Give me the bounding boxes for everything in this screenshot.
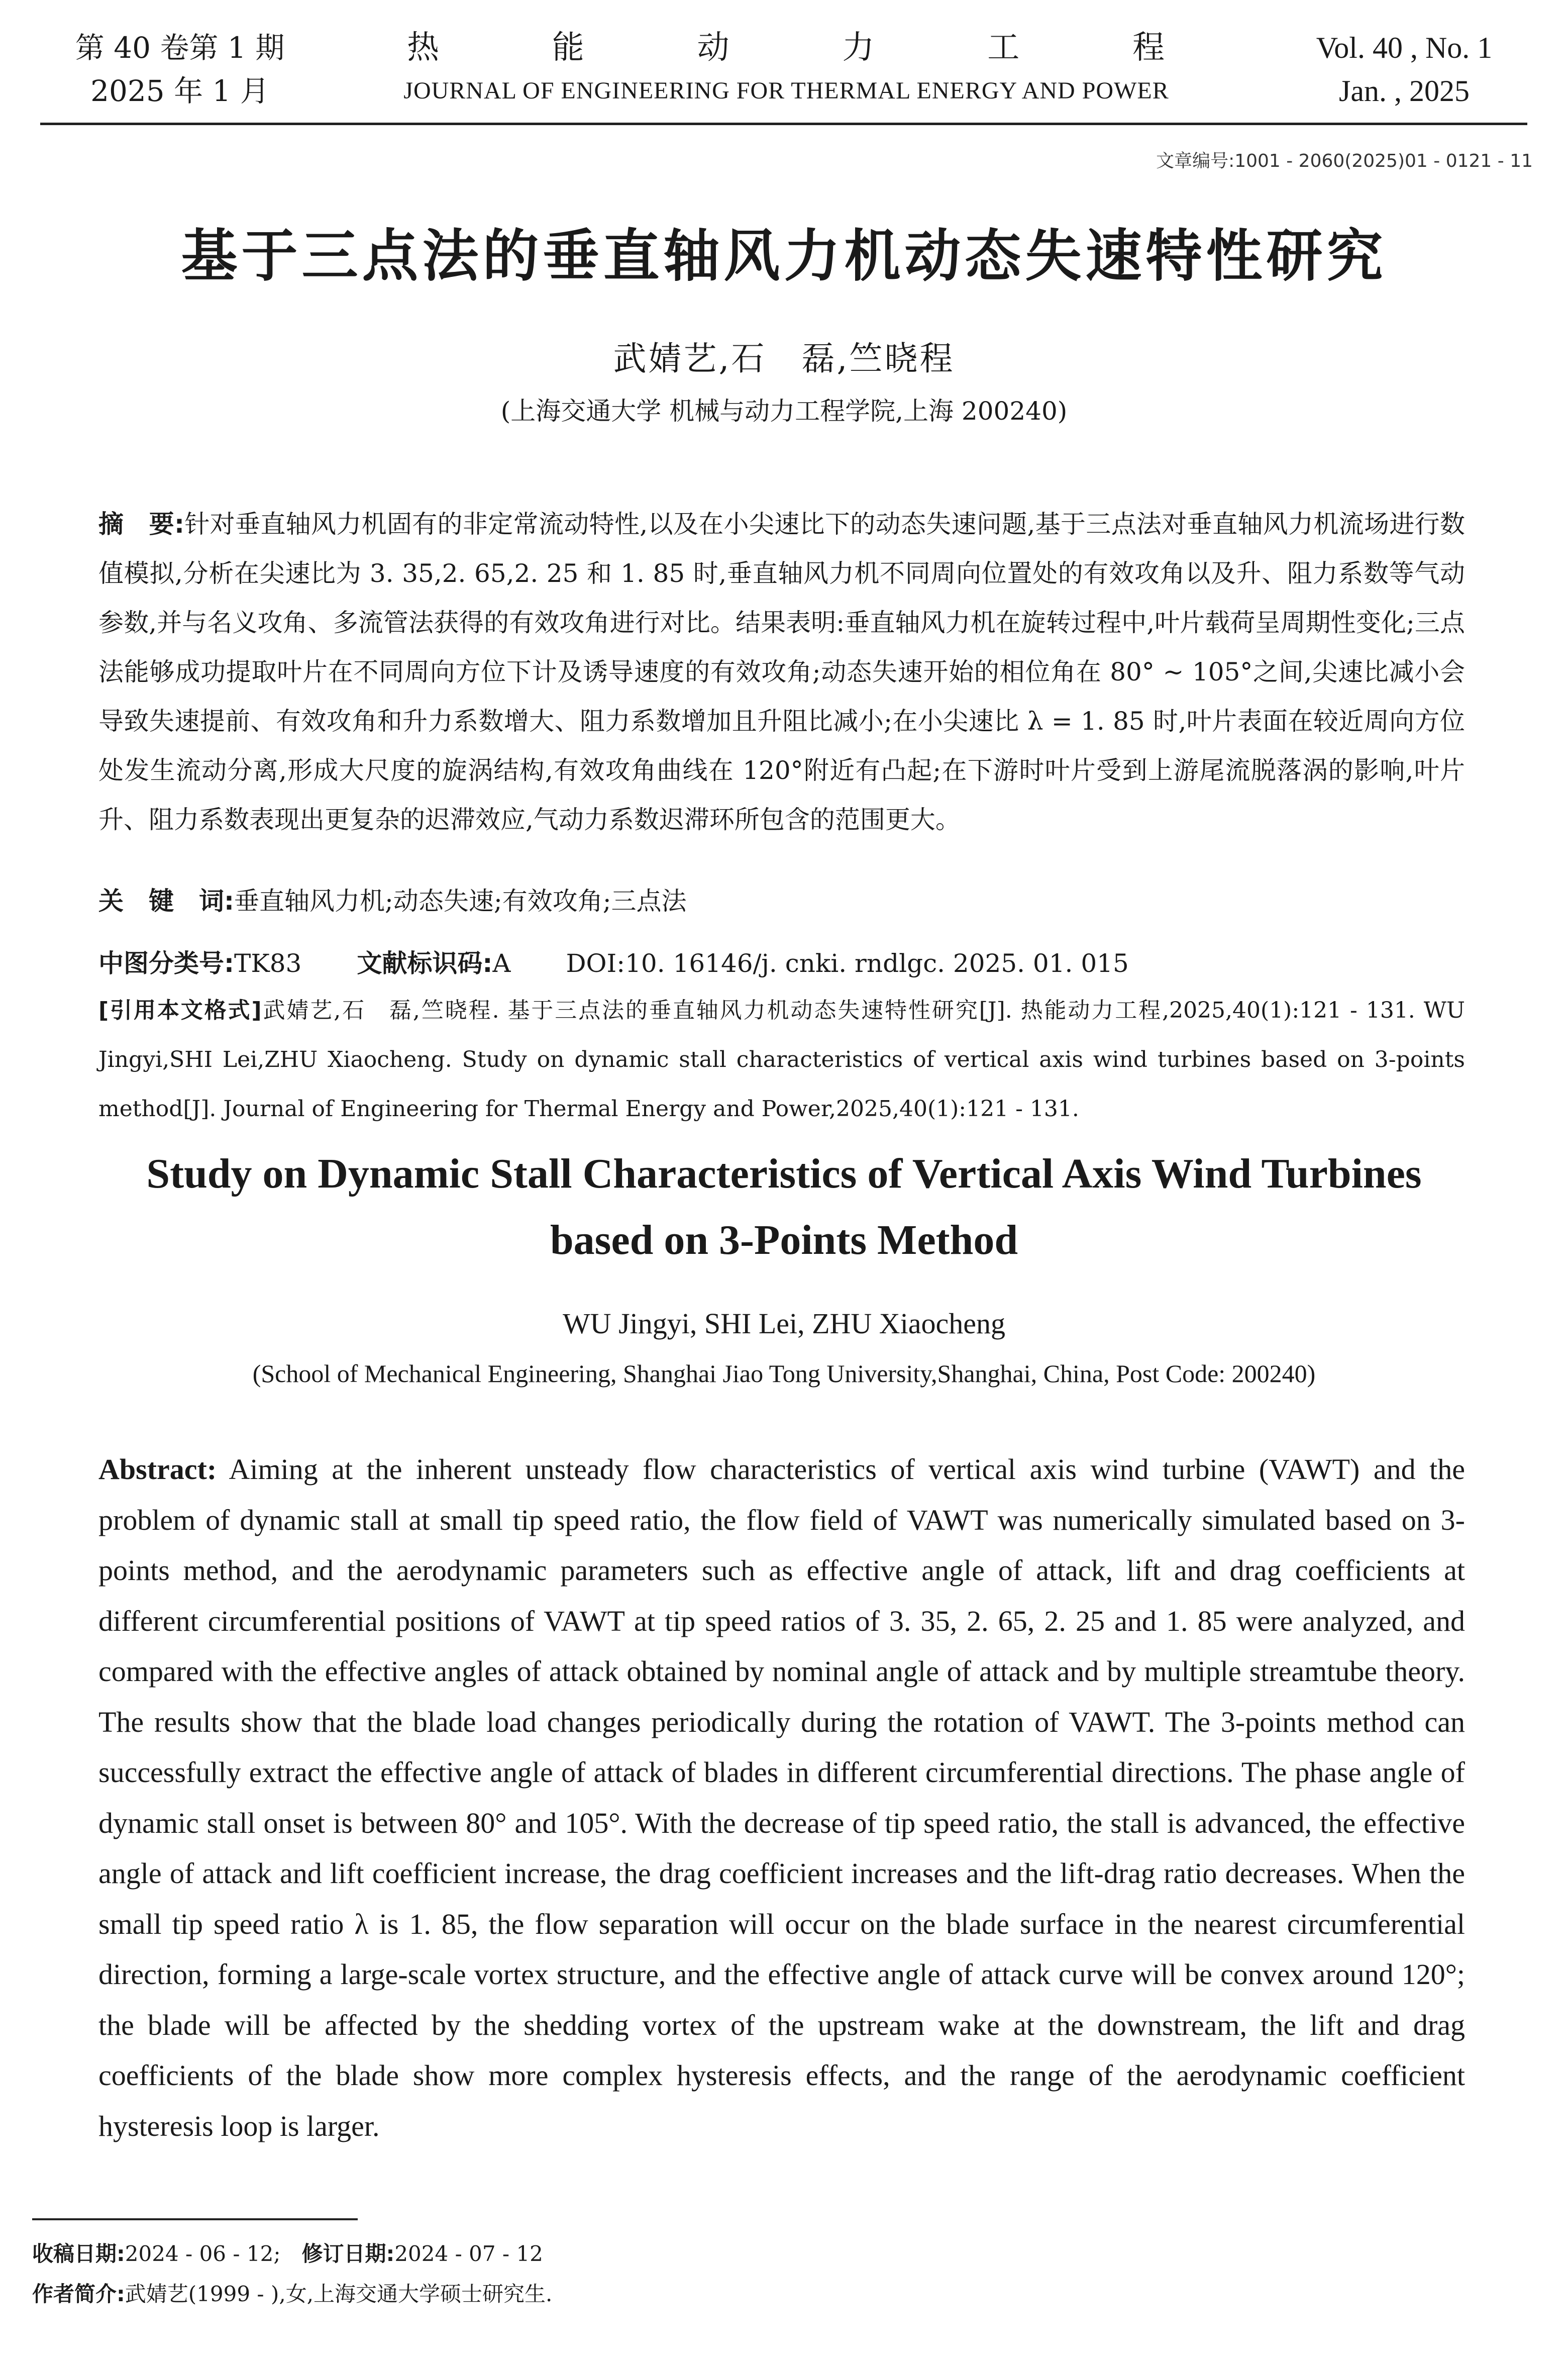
article-number: 文章编号:1001 - 2060(2025)01 - 0121 - 11 <box>1156 151 1533 171</box>
journal-name-cn <box>352 26 1221 69</box>
title-en-line-2: based on 3-Points Method <box>550 1217 1018 1263</box>
journal-name <box>352 26 1221 113</box>
keywords-label: 关 键 词: <box>98 887 234 916</box>
abstract-cn-label: 摘 要: <box>98 510 184 539</box>
revised-label: 修订日期: <box>301 2241 395 2266</box>
footnote-bio <box>32 2277 552 2312</box>
journal-char: 能 <box>552 29 585 66</box>
abstract-en-text: Aiming at the inherent unsteady flow characteristics of vertical axis wind turbine (VAWT) and the problem of dynamic stall at small tip speed ratio, the flow field of VAWT was numerically simulated based on 3-points method, and the aerodynamic parameters such as effective angle of attack, lift and drag coefficients at different circumferential positions of VAWT at tip speed ratios of 3. 35, 2. 65, 2. 25 and 1. 85 were analyzed, and compared with the effective angles of attack obtained by nominal angle of attack and by multiple streamtube theory. The results show that the blade load changes periodically during the rotation of VAWT. The 3-points method can successfully extract the effective angle of attack of blades in different circumferential directions. The phase angle of dynamic stall onset is between 80° and 105°. With the decrease of tip speed ratio, the stall is advanced, the effective angle of attack and lift coefficient increase, the drag coefficient increases and the lift-drag ratio decreases. When the small tip speed ratio λ is 1. 85, the flow separation will occur on the blade surface in the nearest circumferential direction, forming a large-scale vortex structure, and the effective angle of attack curve will be convex around 120°; the blade will be affected by the shedding vortex of the upstream wake at the downstream, the lift and drag coefficients of the blade show more complex hysteresis effects, and the range of the aerodynamic coefficient hysteresis loop is larger. <box>98 1453 1465 2142</box>
received-label: 收稿日期: <box>32 2241 125 2266</box>
date-en: Jan. , 2025 <box>1339 74 1470 108</box>
journal-name-en: JOURNAL OF ENGINEERING FOR THERMAL ENERGY AND POWER <box>403 77 1169 104</box>
journal-char: 热 <box>407 29 440 66</box>
footnote-rule <box>32 2218 358 2220</box>
journal-char: 工 <box>987 29 1021 66</box>
title-en-line-1: Study on Dynamic Stall Characteristics of Vertical Axis Wind Turbines <box>146 1150 1422 1197</box>
citation-text: 武婧艺,石 磊,竺晓程. 基于三点法的垂直轴风力机动态失速特性研究[J]. 热能动力工程,2025,40(1):121 - 131. WU Jingyi,SHI Lei,ZHU Xiaocheng. Study on dynamic stall characteristics of vertical axis wind turbines based on 3-points method[J]. Journal of Engineering for Thermal Energy and Power,2025,40(1):121 - 131. <box>98 998 1466 1122</box>
journal-char: 动 <box>697 29 730 66</box>
abstract-en <box>98 1444 1465 2151</box>
clc-label: 中图分类号: <box>98 949 234 978</box>
issue-cn: 第 40 卷第 1 期 <box>75 31 285 65</box>
journal-issue-en <box>1296 26 1512 113</box>
received-date: 2024 - 06 - 12; <box>125 2241 281 2266</box>
volume-en: Vol. 40 , No. 1 <box>1316 31 1493 64</box>
paper-title-en <box>0 1141 1568 1273</box>
paper-title-cn: 基于三点法的垂直轴风力机动态失速特性研究 <box>181 224 1387 289</box>
journal-char: 力 <box>842 29 876 66</box>
doi: DOI:10. 16146/j. cnki. rndlgc. 2025. 01. 015 <box>566 949 1129 978</box>
header-rule <box>40 123 1527 125</box>
affiliation-cn: (上海交通大学 机械与动力工程学院,上海 200240) <box>500 397 1068 426</box>
date-cn: 2025 年 1 月 <box>90 74 269 108</box>
revised-date: 2024 - 07 - 12 <box>394 2241 543 2266</box>
footnote-dates <box>32 2236 543 2272</box>
abstract-en-label: Abstract: <box>98 1453 217 1486</box>
citation <box>98 986 1465 1134</box>
abstract-cn <box>98 500 1465 844</box>
affiliation-en: (School of Mechanical Engineering, Shanghai Jiao Tong University,Shanghai, China, Post Code: 200240) <box>252 1359 1316 1388</box>
bio-label: 作者简介: <box>32 2282 125 2306</box>
classification-line <box>98 939 1465 988</box>
journal-char: 程 <box>1132 29 1166 66</box>
bio-text: 武婧艺(1999 - ),女,上海交通大学硕士研究生. <box>125 2282 553 2306</box>
authors-cn: 武婧艺,石 磊,竺晓程 <box>613 339 955 378</box>
keywords-cn <box>98 876 1465 926</box>
doc-code-value: A <box>492 949 511 978</box>
doc-code-label: 文献标识码: <box>357 949 493 978</box>
keywords-text: 垂直轴风力机;动态失速;有效攻角;三点法 <box>234 887 687 916</box>
authors-en: WU Jingyi, SHI Lei, ZHU Xiaocheng <box>562 1307 1006 1340</box>
abstract-cn-text: 针对垂直轴风力机固有的非定常流动特性,以及在小尖速比下的动态失速问题,基于三点法对垂直轴风力机流场进行数值模拟,分析在尖速比为 3. 35,2. 65,2. 25 和 1. 85 时,垂直轴风力机不同周向位置处的有效攻角以及升、阻力系数等气动参数,并与名义攻角、多流管法获得的有效攻角进行对比。结果表明:垂直轴风力机在旋转过程中,叶片载荷呈周期性变化;三点法能够成功提取叶片在不同周向方位下计及诱导速度的有效攻角;动态失速开始的相位角在 80° ~ 105°之间,尖速比减小会导致失速提前、有效攻角和升力系数增大、阻力系数增加且升阻比减小;在小尖速比 λ = 1. 85 时,叶片表面在较近周向方位处发生流动分离,形成大尺度的旋涡结构,有效攻角曲线在 120°附近有凸起;在下游时叶片受到上游尾流脱落涡的影响,叶片升、阻力系数表现出更复杂的迟滞效应,气动力系数迟滞环所包含的范围更大。 <box>98 510 1465 834</box>
citation-label: [引用本文格式] <box>98 998 262 1023</box>
clc-value: TK83 <box>234 949 302 978</box>
journal-issue-cn <box>64 26 295 113</box>
